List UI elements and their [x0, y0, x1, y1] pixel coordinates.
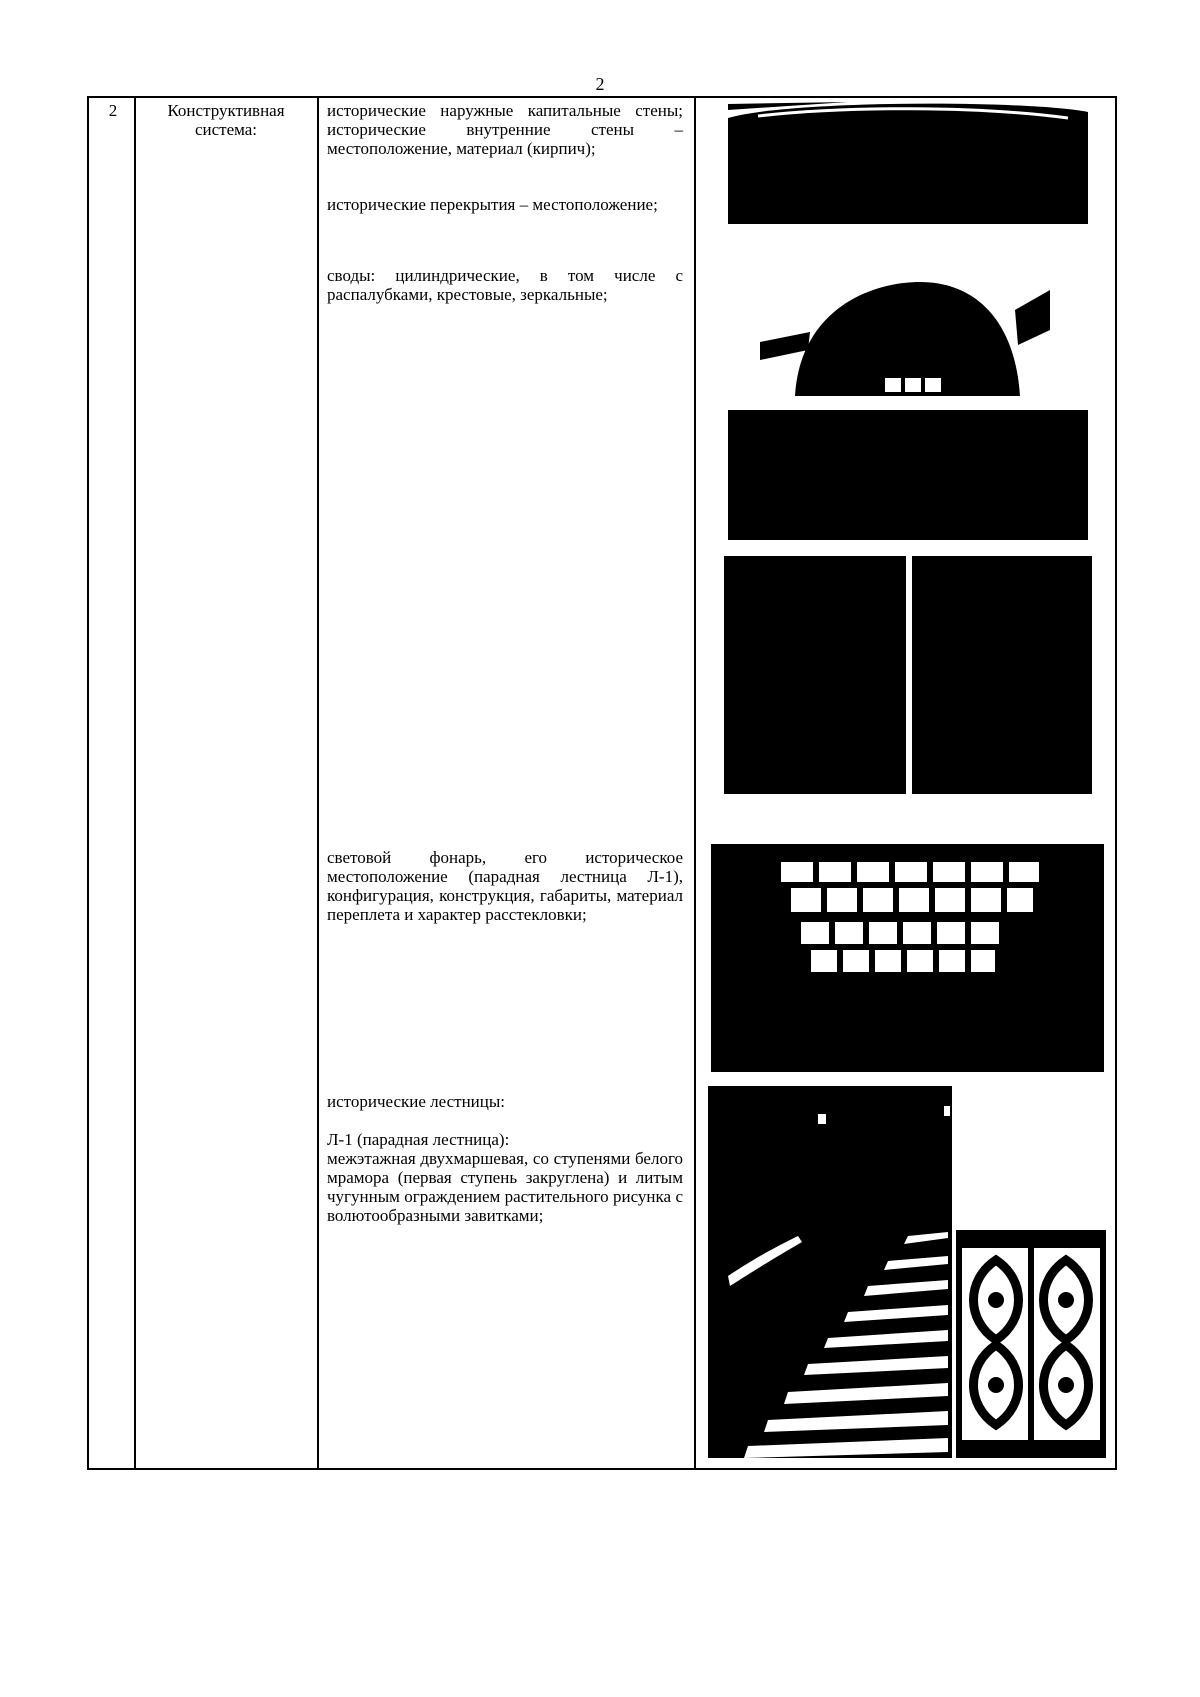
description-text: Л-1 (парадная лестница):	[327, 1130, 510, 1149]
description-text: световой фонарь, его историческое местоположение (парадная лестница Л-1), конфигурация, конструкция, габариты, материал переплета и характер расстекловки;	[327, 848, 683, 924]
photo-railing	[956, 1230, 1106, 1458]
photo-arch	[728, 100, 1088, 224]
photo-cross-vault-left	[724, 556, 906, 794]
description-text: исторические перекрытия – местоположение;	[327, 195, 658, 214]
description-walls	[327, 101, 683, 158]
photo-skylight	[711, 844, 1104, 1072]
photo-vault	[760, 270, 1050, 396]
description-text: исторические наружные капитальные стены; исторические внутренние стены – местоположение, материал (кирпич);	[327, 101, 683, 158]
row-category-cell: Конструктивная система:	[167, 101, 285, 139]
description-skylight	[327, 848, 683, 924]
column-divider-1	[134, 96, 136, 1470]
description-text: исторические лестницы:	[327, 1092, 506, 1111]
photo-cross-vault-right	[912, 556, 1092, 794]
column-divider-3	[694, 96, 696, 1470]
page-number: 2	[595, 74, 605, 94]
description-floors	[327, 195, 683, 214]
description-text: своды: цилиндрические, в том числе с распалубками, крестовые, зеркальные;	[327, 266, 683, 304]
row-number-cell: 2	[108, 101, 118, 120]
description-vaults	[327, 266, 683, 304]
photo-staircase	[708, 1086, 952, 1458]
column-divider-2	[317, 96, 319, 1470]
description-stairs	[327, 1092, 683, 1225]
description-text: межэтажная двухмаршевая, со ступенями белого мрамора (первая ступень закруглена) и литым чугунным ограждением растительного рисунка с волютообразными завитками;	[327, 1149, 683, 1225]
photo-vault-2	[728, 410, 1088, 540]
